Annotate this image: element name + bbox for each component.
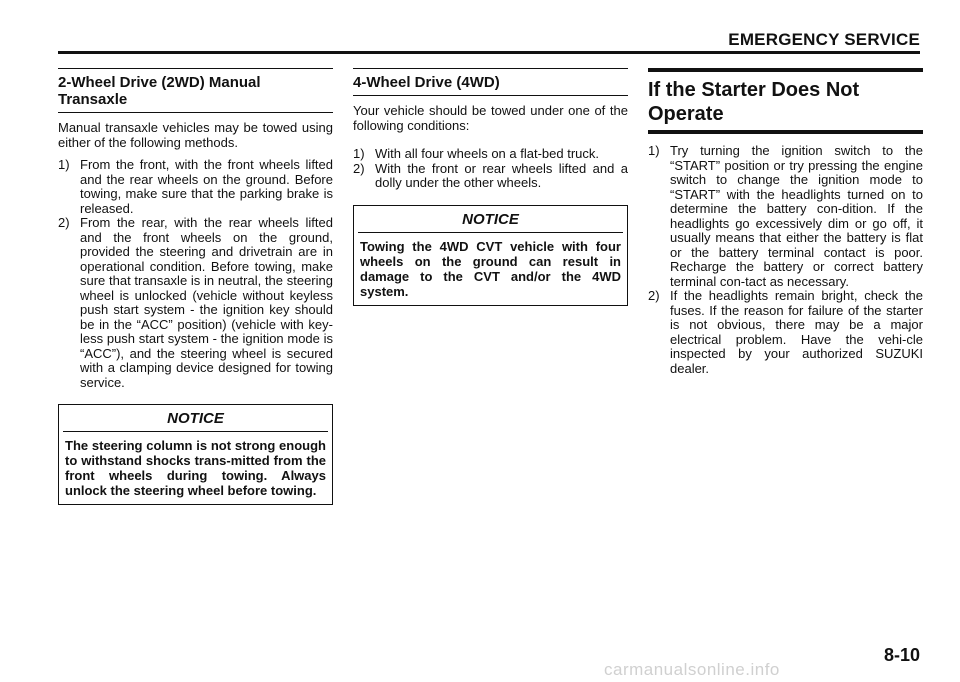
notice-title: NOTICE bbox=[63, 405, 328, 432]
section-heading-starter: If the Starter Does Not Operate bbox=[648, 79, 860, 125]
section-rule-bottom bbox=[58, 112, 333, 113]
list-item-text: With all four wheels on a flat-bed truck. bbox=[375, 146, 599, 161]
list-item-number: 1) bbox=[648, 143, 660, 158]
list-item-number: 1) bbox=[353, 146, 365, 161]
intro-paragraph: Manual transaxle vehicles may be towed using either of the following methods. bbox=[58, 120, 333, 150]
list-item-text: Try turning the ignition switch to the “START” position or try pressing the engine switch to change the ignition mode to “START” with the headlights turned on to determine the battery con-dition. If the headlights go excessively dim or go off, it usually means that either the battery is flat or the battery terminal contact is poor. Recharge the battery or correct battery terminal con-tact as necessary. bbox=[670, 143, 923, 289]
section-rule-bottom bbox=[353, 95, 628, 96]
list-item bbox=[353, 147, 628, 162]
page-header-title: EMERGENCY SERVICE bbox=[728, 30, 920, 49]
notice-title: NOTICE bbox=[358, 206, 623, 233]
notice-box bbox=[353, 205, 628, 306]
list-item bbox=[353, 162, 628, 191]
list-item bbox=[648, 289, 923, 376]
page-number: 8-10 bbox=[883, 645, 920, 665]
watermark-text: carmanualsonline.info bbox=[604, 660, 780, 679]
column-starter bbox=[648, 68, 923, 376]
header-rule bbox=[58, 51, 920, 54]
list-item bbox=[648, 144, 923, 289]
list-item-text: With the front or rear wheels lifted and a dolly under the other wheels. bbox=[375, 160, 628, 190]
column-2wd-manual bbox=[58, 68, 333, 505]
notice-box bbox=[58, 404, 333, 505]
list-item bbox=[58, 158, 333, 216]
list-item-text: If the headlights remain bright, check the fuses. If the reason for failure of the starter is not obvious, there may be a major electrical problem. Have the vehi-cle inspected by your authorized SUZUKI dealer. bbox=[670, 288, 923, 376]
list-item-number: 2) bbox=[58, 215, 70, 230]
notice-text: The steering column is not strong enough to withstand shocks trans-mitted from the front wheels during towing. Always unlock the steering wheel before towing. bbox=[65, 438, 326, 498]
list-item-text: From the front, with the front wheels lifted and the rear wheels on the ground. Before towing, make sure that the parking brake is released. bbox=[80, 157, 333, 216]
list-item bbox=[58, 216, 333, 390]
starter-steps-list bbox=[648, 144, 923, 376]
method-list bbox=[58, 158, 333, 390]
intro-paragraph: Your vehicle should be towed under one of the following conditions: bbox=[353, 103, 628, 133]
list-item-number: 2) bbox=[648, 288, 660, 303]
column-4wd bbox=[353, 68, 628, 306]
notice-text: Towing the 4WD CVT vehicle with four wheels on the ground can result in damage to the CVT and/or the 4WD system. bbox=[360, 238, 621, 299]
section-heading-2wd-manual: 2-Wheel Drive (2WD) Manual Transaxle bbox=[58, 74, 261, 108]
list-item-number: 1) bbox=[58, 157, 70, 172]
list-item-text: From the rear, with the rear wheels lifted and the front wheels on the ground, provided the steering and drivetrain are in operational condition. Before towing, make sure that transaxle is in neutral, the steering wheel is unlocked (vehicle without keyless push start system - the ignition key should be in the “ACC” position) (vehicle with key-less push start system - the ignition mode is “ACC”), and the steering wheel is secured with a clamping device designed for towing service. bbox=[80, 215, 333, 390]
condition-list bbox=[353, 147, 628, 191]
list-item-number: 2) bbox=[353, 160, 365, 176]
section-heading-4wd: 4-Wheel Drive (4WD) bbox=[353, 74, 500, 91]
section-rule-bottom bbox=[648, 130, 923, 134]
